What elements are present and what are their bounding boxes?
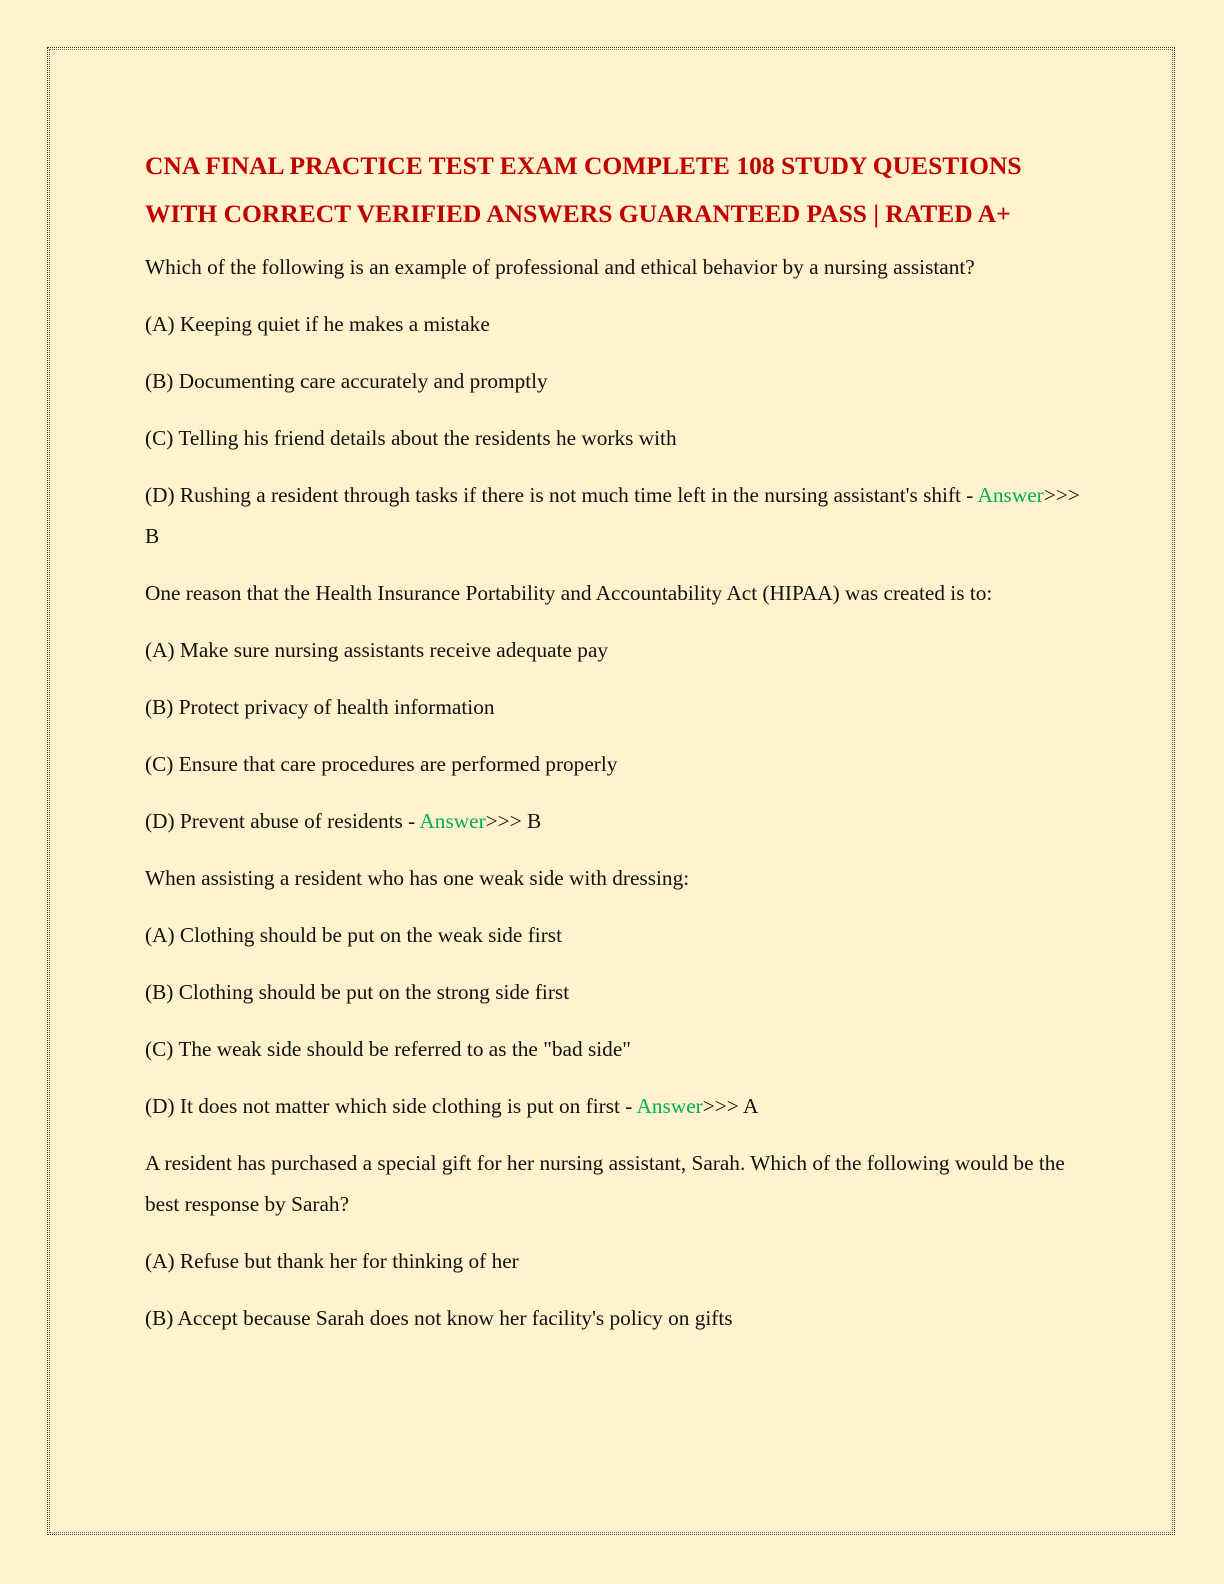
answer-value: >>> B [145,483,1080,548]
question-text: One reason that the Health Insurance Portability and Accountability Act (HIPAA) was created is to: [145,581,993,605]
question-text: A resident has purchased a special gift for her nursing assistant, Sarah. Which of the following would be the best response by Sarah? [145,1151,1065,1216]
answer-option-with-key [145,475,1085,557]
document-body [145,142,1085,1355]
answer-option: (C) Telling his friend details about the residents he works with [145,426,677,450]
question-block [145,573,1085,842]
answer-option: (A) Make sure nursing assistants receive adequate pay [145,638,609,662]
answer-option: (B) Documenting care accurately and promptly [145,369,548,393]
answer-option-text: (D) It does not matter which side clothing is put on first - [145,1094,637,1118]
answer-label: Answer [977,483,1044,507]
answer-option: (A) Keeping quiet if he makes a mistake [145,312,490,336]
answer-option-text: (D) Rushing a resident through tasks if there is not much time left in the nursing assistant's shift - [145,483,978,507]
document-title: CNA FINAL PRACTICE TEST EXAM COMPLETE 108 STUDY QUESTIONS WITH CORRECT VERIFIED ANSWERS GUARANTEED PASS | RATED A+ [145,151,1022,228]
question-block [145,1143,1085,1339]
answer-option: (B) Protect privacy of health information [145,695,495,719]
answer-option: (C) Ensure that care procedures are performed properly [145,752,618,776]
answer-option: (B) Accept because Sarah does not know her facility's policy on gifts [145,1306,733,1330]
answer-label: Answer [636,1094,703,1118]
answer-value: >>> A [702,1094,759,1118]
answer-option-with-key [145,801,1085,842]
answer-option-with-key [145,1086,1085,1127]
answer-option: (C) The weak side should be referred to as the "bad side" [145,1037,631,1061]
question-block [145,247,1085,557]
question-text: Which of the following is an example of professional and ethical behavior by a nursing assistant? [145,255,975,279]
answer-option: (B) Clothing should be put on the strong side first [145,980,570,1004]
answer-value: >>> B [485,809,542,833]
answer-option: (A) Clothing should be put on the weak side first [145,923,563,947]
answer-option-text: (D) Prevent abuse of residents - [145,809,420,833]
question-block [145,858,1085,1127]
answer-option: (A) Refuse but thank her for thinking of her [145,1249,519,1273]
answer-label: Answer [419,809,486,833]
question-text: When assisting a resident who has one weak side with dressing: [145,866,690,890]
